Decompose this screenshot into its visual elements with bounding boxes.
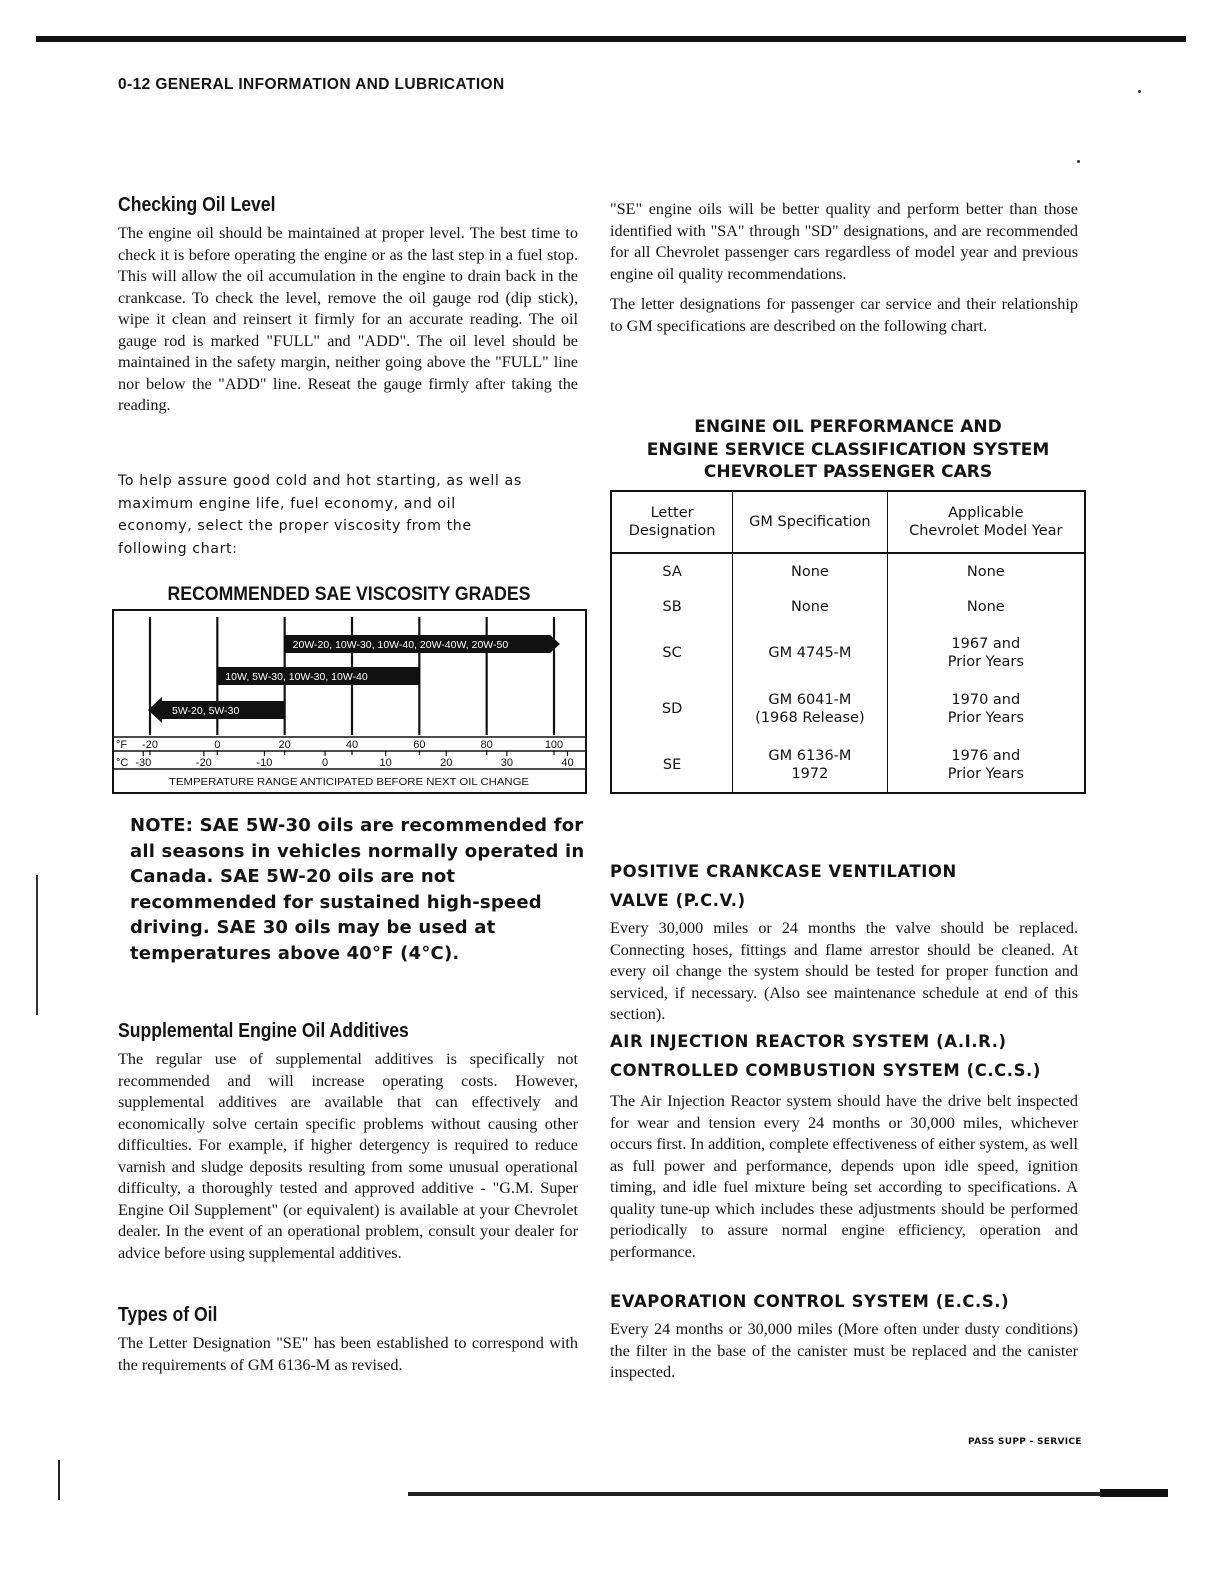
table-cell: None xyxy=(733,553,887,589)
table-cell: None xyxy=(887,553,1085,589)
table-header-cell: GM Specification xyxy=(733,491,887,553)
oil-table-title xyxy=(610,416,1086,484)
se-oils-section xyxy=(610,199,1078,337)
bottom-rule xyxy=(408,1492,1168,1496)
c-unit-label: °C xyxy=(116,757,129,769)
air-section xyxy=(610,1027,1078,1263)
viscosity-chart-title-wrap xyxy=(114,584,584,606)
temperature-range-caption: TEMPERATURE RANGE ANTICIPATED BEFORE NEXT OIL CHANGE xyxy=(169,776,529,788)
margin-mark xyxy=(58,1460,60,1500)
oil-table-wrap xyxy=(610,490,1086,794)
table-cell: 1976 and Prior Years xyxy=(887,737,1085,793)
additives-heading: Supplemental Engine Oil Additives xyxy=(118,1020,409,1042)
page-header: 0-12 GENERAL INFORMATION AND LUBRICATION xyxy=(118,76,505,93)
viscosity-bar-label: 20W-20, 10W-30, 10W-40, 20W-40W, 20W-50 xyxy=(292,639,509,651)
table-cell: SC xyxy=(662,645,682,661)
table-row xyxy=(611,589,1085,625)
table-row xyxy=(611,553,1085,589)
f-tick-label: -20 xyxy=(142,739,158,751)
f-tick-label: 20 xyxy=(278,739,291,751)
f-tick-label: 60 xyxy=(413,739,426,751)
f-unit-label: °F xyxy=(116,739,128,751)
c-tick-label: 0 xyxy=(322,757,329,769)
f-tick-label: 0 xyxy=(214,739,221,751)
table-row xyxy=(611,737,1085,793)
types-heading: Types of Oil xyxy=(118,1304,218,1326)
viscosity-bar-label: 5W-20, 5W-30 xyxy=(172,705,240,717)
viscosity-intro-text: To help assure good cold and hot starting, as well as maximum engine life, fuel economy, and oil economy, select the proper viscosity from the following chart: xyxy=(118,473,522,557)
table-header-cell: Applicable Chevrolet Model Year xyxy=(887,491,1085,553)
types-section xyxy=(118,1304,578,1376)
table-cell: SD xyxy=(661,701,683,717)
checking-body: The engine oil should be maintained at proper level. The best time to check it is before operating the engine or as the last step in a fuel stop. This will allow the oil accumulation in the engine to drain back in the crankcase. To check the level, remove the oil gauge rod (dip stick), wipe it clean and reinsert it firmly for an accurate reading. The oil gauge rod is marked "FULL" and "ADD". The oil level should be maintained in the safety margin, neither going above the "FULL" line nor below the "ADD" line. Reseat the gauge firmly after taking the reading. xyxy=(118,224,578,414)
table-cell: None xyxy=(887,589,1085,625)
evap-section xyxy=(610,1287,1078,1384)
evap-heading: EVAPORATION CONTROL SYSTEM (E.C.S.) xyxy=(610,1292,1010,1311)
checking-heading: Checking Oil Level xyxy=(118,194,276,216)
oil-table-title-line3: CHEVROLET PASSENGER CARS xyxy=(703,462,993,482)
c-tick-label: 40 xyxy=(561,757,574,769)
air-body: The Air Injection Reactor system should have the drive belt inspected for wear and tension every 24 months or 30,000 miles, whichever occurs first. In addition, complete effectiveness of either system, as well as full power and performance, depends upon idle speed, ignition timing, and idle fuel mixture being set according to specifications. A quality tune-up which includes these adjustments should be performed periodically to assure normal engine efficiency, operation and performance. xyxy=(610,1092,1078,1261)
c-tick-label: 10 xyxy=(379,757,392,769)
oil-table-title-line1: ENGINE OIL PERFORMANCE AND xyxy=(694,417,1002,437)
table-header-cell: Letter Designation xyxy=(611,491,733,553)
c-tick-label: 20 xyxy=(440,757,453,769)
viscosity-note: NOTE: SAE 5W-30 oils are recommended for all seasons in vehicles normally operated in Canada. SAE 5W-20 oils are not recommended for sustained high-speed driving. SAE 30 oils may be used at temperatures above 40°F (4°C). xyxy=(130,815,585,964)
designations-paragraph: The letter designations for passenger car service and their relationship to GM specifications are described on the following chart. xyxy=(610,295,1078,335)
table-cell: GM 6136-M 1972 xyxy=(733,737,887,793)
bottom-rule-thick xyxy=(1100,1489,1168,1497)
c-tick-label: -20 xyxy=(195,757,212,769)
evap-body: Every 24 months or 30,000 miles (More often under dusty conditions) the filter in the base of the canister must be replaced and the canister inspected. xyxy=(610,1320,1078,1381)
se-oils-paragraph: "SE" engine oils will be better quality and perform better than those identified with "SA" through "SD" designations, and are recommended for all Chevrolet passenger cars regardless of model year and previous engine oil quality recommendations. xyxy=(610,200,1078,283)
c-tick-label: 30 xyxy=(500,757,513,769)
table-cell: 1967 and Prior Years xyxy=(887,625,1085,681)
note-block xyxy=(130,813,592,966)
top-rule xyxy=(36,36,1186,42)
air-heading-line1: AIR INJECTION REACTOR SYSTEM (A.I.R.) xyxy=(610,1032,1007,1051)
table-row xyxy=(611,625,1085,681)
table-cell: SA xyxy=(662,563,682,580)
table-cell: None xyxy=(733,589,887,625)
table-row xyxy=(611,681,1085,737)
viscosity-chart xyxy=(112,609,588,795)
c-tick-label: -10 xyxy=(256,757,273,769)
speck xyxy=(1138,90,1141,93)
oil-classification-table xyxy=(610,490,1086,794)
types-body: The Letter Designation "SE" has been established to correspond with the requirements of GM 6136-M as revised. xyxy=(118,1334,578,1374)
additives-section xyxy=(118,1020,578,1264)
viscosity-bar-label: 10W, 5W-30, 10W-30, 10W-40 xyxy=(225,671,368,683)
table-cell: 1970 and Prior Years xyxy=(887,681,1085,737)
table-cell: GM 6041-M (1968 Release) xyxy=(733,681,887,737)
f-tick-label: 40 xyxy=(345,739,359,751)
f-tick-label: 80 xyxy=(480,739,493,751)
pcv-heading-line2: VALVE (P.C.V.) xyxy=(610,891,746,910)
additives-body: The regular use of supplemental additives is specifically not recommended and will increase operating costs. However, supplemental additives are available that can effectively and economically solve certain specific problems without causing other difficulties. For example, if higher detergency is required to reduce varnish and sludge deposits resulting from some unusual operational difficulty, a thoroughly tested and approved additive - "G.M. Super Engine Oil Supplement" (or equivalent) is available at your Chevrolet dealer. In the event of an operational problem, consult your dealer for advice before using supplemental additives. xyxy=(118,1050,578,1262)
viscosity-chart-title: RECOMMENDED SAE VISCOSITY GRADES xyxy=(167,584,531,605)
c-tick-label: -30 xyxy=(135,757,152,769)
air-heading-line2: CONTROLLED COMBUSTION SYSTEM (C.C.S.) xyxy=(610,1061,1041,1080)
page-footer: PASS SUPP - SERVICE xyxy=(968,1437,1082,1447)
f-tick-label: 100 xyxy=(544,739,564,751)
table-cell: SB xyxy=(662,599,682,615)
pcv-body: Every 30,000 miles or 24 months the valve should be replaced. Connecting hoses, fittings and flame arrestor should be cleaned. At every oil change the system should be tested for proper function and serviced, if necessary. (Also see maintenance schedule at end of this section). xyxy=(610,919,1078,1023)
viscosity-intro xyxy=(118,470,528,560)
checking-section xyxy=(118,194,578,417)
pcv-heading-line1: POSITIVE CRANKCASE VENTILATION xyxy=(610,862,957,881)
oil-table-title-line2: ENGINE SERVICE CLASSIFICATION SYSTEM xyxy=(646,439,1050,460)
table-cell: SE xyxy=(662,756,682,773)
table-cell: GM 4745-M xyxy=(733,625,887,681)
margin-mark xyxy=(36,875,38,1015)
speck xyxy=(1077,160,1080,163)
pcv-section xyxy=(610,857,1078,1026)
